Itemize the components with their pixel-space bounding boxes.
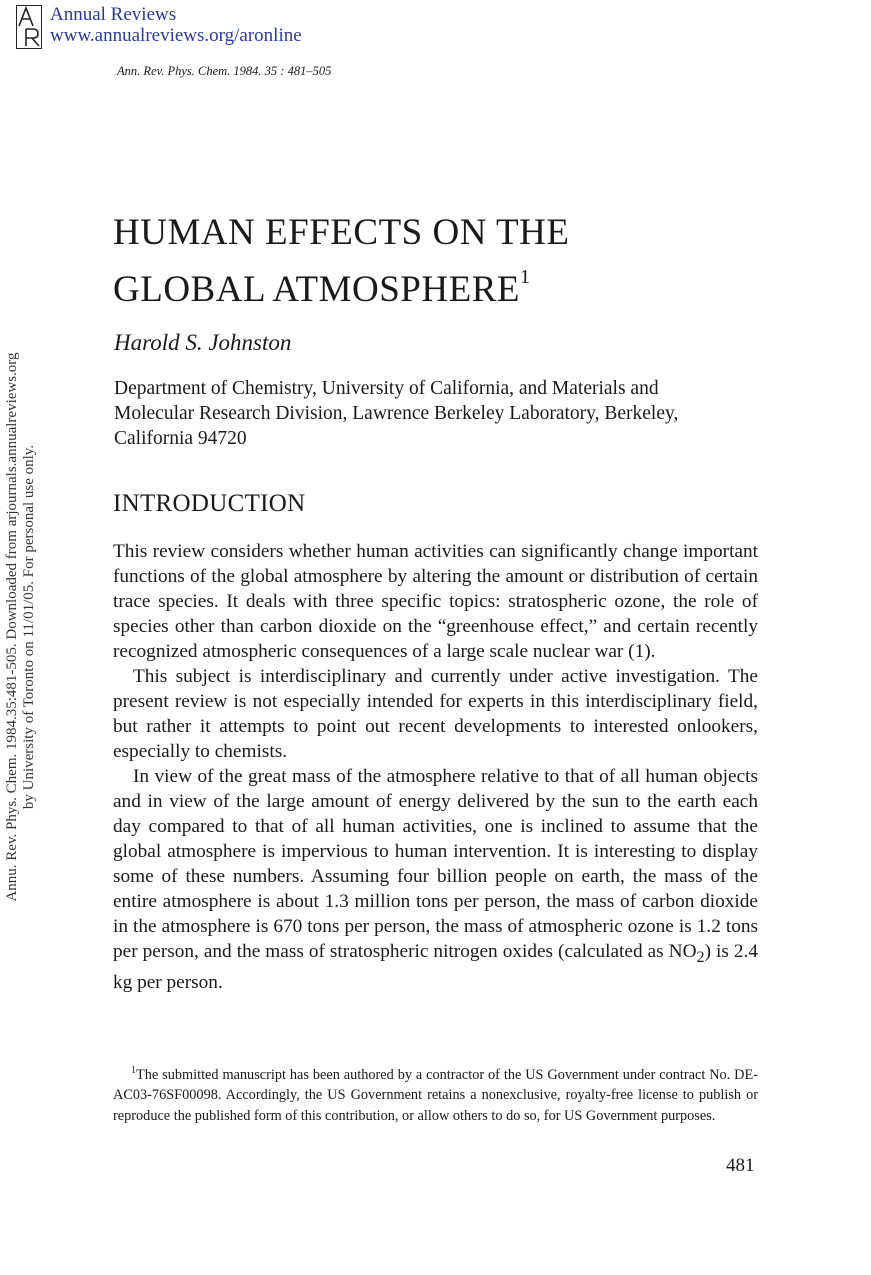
journal-citation: Ann. Rev. Phys. Chem. 1984. 35 : 481–505 xyxy=(117,64,332,78)
affiliation-line: Department of Chemistry, University of California, and Materials and xyxy=(114,378,659,399)
footnote xyxy=(113,1061,758,1126)
body-paragraph: This subject is interdisciplinary and currently under active investigation. The present review is not especially intended for experts in this interdisciplinary field, but rather it attempts to point out recent developments to interested onlookers, especially to chemists. xyxy=(113,666,758,762)
publisher-url-link[interactable]: www.annualreviews.org/aronline xyxy=(50,25,302,46)
download-notice xyxy=(4,317,44,937)
publisher-header xyxy=(50,4,302,46)
article-title xyxy=(113,210,569,312)
footnote-mark: 1 xyxy=(131,1065,136,1076)
author-affiliation xyxy=(114,376,764,451)
author-name: Harold S. Johnston xyxy=(114,330,292,355)
paragraph-text-end: ) is 2.4 kg per person. xyxy=(113,941,758,993)
page-number: 481 xyxy=(726,1155,755,1176)
article-body xyxy=(113,539,758,995)
title-line-1: HUMAN EFFECTS ON THE xyxy=(113,212,570,253)
subscript-2: 2 xyxy=(696,948,705,966)
footnote-text: The submitted manuscript has been authored by a contractor of the US Government under contract No. DE-AC03-76SF00098. Accordingly, the US Government retains a nonexclusive, royalty-free license to publish or reproduce the published form of this contribution, or allow others to do so, for US Government purposes. xyxy=(113,1066,758,1124)
affiliation-line: California 94720 xyxy=(114,428,247,449)
paragraph-text: In view of the great mass of the atmosphere relative to that of all human objects and in view of the large amount of energy delivered by the sun to the earth each day compared to that of all human activities, one is inclined to assume that the global atmosphere is impervious to human intervention. It is interesting to display some of these numbers. Assuming four billion people on earth, the mass of the entire atmosphere is about 1.3 million tons per person, the mass of carbon dioxide in the atmosphere is 670 tons per person, the mass of atmospheric ozone is 1.2 tons per person, and the mass of stratospheric nitrogen oxides (calculated as NO xyxy=(113,766,758,962)
body-paragraph xyxy=(113,764,758,995)
download-notice-line1: Annu. Rev. Phys. Chem. 1984.35:481-505. Downloaded from arjournals.annualreviews.org xyxy=(4,352,20,902)
annual-reviews-logo xyxy=(16,5,42,49)
download-notice-line2: by University of Toronto on 11/01/05. For personal use only. xyxy=(21,444,37,810)
affiliation-line: Molecular Research Division, Lawrence Berkeley Laboratory, Berkeley, xyxy=(114,403,679,424)
title-footnote-mark: 1 xyxy=(519,266,530,288)
section-heading: INTRODUCTION xyxy=(113,490,306,517)
publisher-name-link[interactable]: Annual Reviews xyxy=(50,4,177,25)
body-paragraph: This review considers whether human activities can significantly change important functions of the global atmosphere by altering the amount or distribution of certain trace species. It deals with three specific topics: stratospheric ozone, the role of species other than carbon dioxide on the “greenhouse effect,” and certain recently recognized atmospheric consequences of a large scale nuclear war (1). xyxy=(113,541,758,662)
title-line-2: GLOBAL ATMOSPHERE xyxy=(113,269,520,310)
